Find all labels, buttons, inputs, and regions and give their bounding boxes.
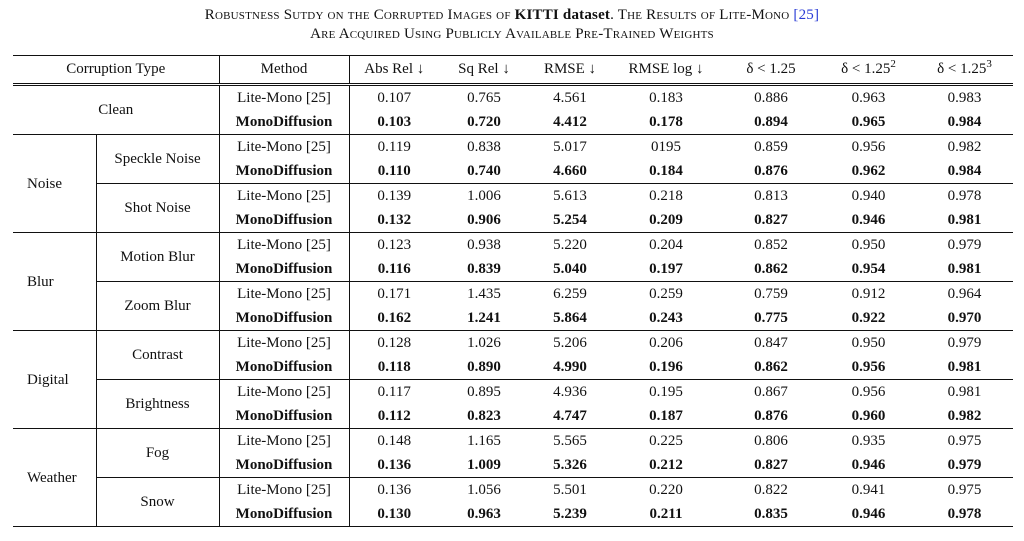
value-cell: 0.978 <box>916 184 1013 209</box>
method-cell: MonoDiffusion <box>219 208 349 233</box>
value-cell: 0.963 <box>439 502 529 527</box>
value-cell: 6.259 <box>529 282 611 307</box>
method-cell: Lite-Mono [25] <box>219 233 349 258</box>
group-label-digital: Digital <box>13 331 96 429</box>
value-cell: 0.847 <box>721 331 821 356</box>
subtype-label-snow: Snow <box>96 478 219 527</box>
value-cell: 0.894 <box>754 114 788 130</box>
value-cell: 5.206 <box>529 331 611 356</box>
method-cell: MonoDiffusion <box>219 159 349 184</box>
value-cell: 0.981 <box>947 261 982 277</box>
method-cell: Lite-Mono [25] <box>219 184 349 209</box>
value-cell: 0.895 <box>439 380 529 405</box>
value-cell: 0.148 <box>349 429 439 454</box>
value-cell: 0.197 <box>649 261 683 277</box>
value-cell: 0.107 <box>349 85 439 111</box>
value-cell: 0.956 <box>851 359 886 375</box>
value-cell: 0.935 <box>821 429 916 454</box>
value-cell: 0.132 <box>377 212 412 228</box>
value-cell: 0.979 <box>916 331 1013 356</box>
subtype-label-speckle: Speckle Noise <box>96 135 219 184</box>
value-cell: 0.984 <box>947 163 982 179</box>
value-cell: 0.941 <box>821 478 916 503</box>
table-body <box>13 85 1013 527</box>
value-cell: 0.212 <box>649 457 683 473</box>
group-label-noise: Noise <box>13 135 96 233</box>
results-table <box>13 55 1013 527</box>
value-cell: 0.206 <box>611 331 721 356</box>
value-cell: 0.123 <box>349 233 439 258</box>
method-cell: MonoDiffusion <box>219 404 349 429</box>
value-cell: 0.862 <box>754 261 788 277</box>
value-cell: 0.963 <box>821 85 916 111</box>
group-label-weather: Weather <box>13 429 96 527</box>
value-cell: 0.259 <box>611 282 721 307</box>
value-cell: 1.009 <box>467 457 501 473</box>
header-abs-rel: Abs Rel ↓ <box>349 56 439 85</box>
value-cell: 1.165 <box>439 429 529 454</box>
header-rmse: RMSE ↓ <box>529 56 611 85</box>
value-cell: 5.239 <box>529 502 611 527</box>
value-cell: 0.136 <box>377 457 412 473</box>
value-cell: 0.178 <box>649 114 683 130</box>
method-cell: Lite-Mono [25] <box>219 135 349 160</box>
value-cell: 0.209 <box>649 212 683 228</box>
value-cell: 4.412 <box>553 114 587 130</box>
method-cell: Lite-Mono [25] <box>219 282 349 307</box>
value-cell: 0.195 <box>611 380 721 405</box>
table-caption <box>0 6 1024 44</box>
value-cell: 0.950 <box>821 331 916 356</box>
value-cell: 4.936 <box>529 380 611 405</box>
value-cell: 0.956 <box>821 380 916 405</box>
value-cell: 0.962 <box>851 163 886 179</box>
value-cell: 0.103 <box>377 114 412 130</box>
value-cell: 1.435 <box>439 282 529 307</box>
value-cell: 0.876 <box>754 163 788 179</box>
value-cell: 0.112 <box>377 408 411 424</box>
value-cell: 4.990 <box>553 359 587 375</box>
value-cell: 0.922 <box>851 310 886 326</box>
value-cell: 0.956 <box>821 135 916 160</box>
value-cell: 0.204 <box>611 233 721 258</box>
value-cell: 0.950 <box>821 233 916 258</box>
caption-dataset: KITTI dataset <box>514 7 611 23</box>
table-row <box>13 85 1013 111</box>
value-cell: 5.613 <box>529 184 611 209</box>
group-label-clean: Clean <box>13 85 219 135</box>
value-cell: 0.759 <box>721 282 821 307</box>
value-cell: 0.983 <box>916 85 1013 111</box>
value-cell: 5.220 <box>529 233 611 258</box>
value-cell: 0.775 <box>754 310 788 326</box>
method-cell: MonoDiffusion <box>219 257 349 282</box>
value-cell: 0.218 <box>611 184 721 209</box>
value-cell: 0.979 <box>916 233 1013 258</box>
subtype-label-brightness: Brightness <box>96 380 219 429</box>
value-cell: 0.981 <box>947 212 982 228</box>
subtype-label-motion: Motion Blur <box>96 233 219 282</box>
value-cell: 0.979 <box>947 457 982 473</box>
header-delta-2: $\delta < 1.25^2$ <box>821 56 916 85</box>
header-sq-rel: Sq Rel ↓ <box>439 56 529 85</box>
value-cell: 0.183 <box>611 85 721 111</box>
value-cell: 0.827 <box>754 212 788 228</box>
value-cell: 0.220 <box>611 478 721 503</box>
value-cell: 5.254 <box>553 212 587 228</box>
value-cell: 0.982 <box>947 408 982 424</box>
value-cell: 1.026 <box>439 331 529 356</box>
subtype-label-shot: Shot Noise <box>96 184 219 233</box>
table-row <box>13 135 1013 160</box>
table-row <box>13 429 1013 454</box>
value-cell: 0.162 <box>377 310 412 326</box>
value-cell: 0.130 <box>349 502 439 527</box>
value-cell: 0.954 <box>851 261 886 277</box>
method-cell: MonoDiffusion <box>219 453 349 478</box>
value-cell: 0.981 <box>947 359 982 375</box>
value-cell: 0.196 <box>649 359 683 375</box>
method-cell: Lite-Mono [25] <box>219 85 349 111</box>
value-cell: 0.838 <box>439 135 529 160</box>
header-row <box>13 56 1013 85</box>
method-cell: MonoDiffusion <box>219 110 349 135</box>
method-cell: Lite-Mono [25] <box>219 429 349 454</box>
value-cell: 0.187 <box>649 408 683 424</box>
header-rmse-log: RMSE log ↓ <box>611 56 721 85</box>
value-cell: 0.211 <box>611 502 721 527</box>
value-cell: 0.862 <box>754 359 788 375</box>
value-cell: 5.565 <box>529 429 611 454</box>
value-cell: 0.823 <box>467 408 501 424</box>
method-cell: MonoDiffusion <box>219 306 349 331</box>
value-cell: 0.938 <box>439 233 529 258</box>
value-cell: 0.225 <box>611 429 721 454</box>
value-cell: 1.241 <box>467 310 501 326</box>
value-cell: 1.006 <box>439 184 529 209</box>
method-cell: Lite-Mono [25] <box>219 380 349 405</box>
table-row <box>13 233 1013 258</box>
value-cell: 0.890 <box>467 359 501 375</box>
value-cell: 0.912 <box>821 282 916 307</box>
value-cell: 0.906 <box>467 212 501 228</box>
value-cell: 0195 <box>611 135 721 160</box>
header-corruption-type: Corruption Type <box>13 56 219 85</box>
table-row <box>13 282 1013 307</box>
value-cell: 0.867 <box>721 380 821 405</box>
caption-citation-link[interactable]: [25] <box>793 7 820 23</box>
value-cell: 0.964 <box>916 282 1013 307</box>
method-cell: Lite-Mono [25] <box>219 478 349 503</box>
value-cell: 0.859 <box>721 135 821 160</box>
value-cell: 0.946 <box>851 457 886 473</box>
value-cell: 0.813 <box>721 184 821 209</box>
value-cell: 0.184 <box>649 163 683 179</box>
value-cell: 0.982 <box>916 135 1013 160</box>
value-cell: 0.876 <box>754 408 788 424</box>
table-row <box>13 331 1013 356</box>
value-cell: 0.839 <box>467 261 501 277</box>
value-cell: 0.139 <box>349 184 439 209</box>
group-label-blur: Blur <box>13 233 96 331</box>
value-cell: 0.960 <box>851 408 886 424</box>
value-cell: 0.243 <box>649 310 683 326</box>
caption-line-1 <box>0 6 1024 25</box>
value-cell: 0.117 <box>349 380 439 405</box>
value-cell: 0.970 <box>947 310 982 326</box>
method-cell: MonoDiffusion <box>219 502 349 527</box>
value-cell: 0.940 <box>821 184 916 209</box>
value-cell: 5.040 <box>553 261 587 277</box>
value-cell: 4.747 <box>553 408 587 424</box>
value-cell: 0.806 <box>721 429 821 454</box>
value-cell: 0.981 <box>916 380 1013 405</box>
value-cell: 0.119 <box>349 135 439 160</box>
subtype-label-contrast: Contrast <box>96 331 219 380</box>
value-cell: 0.965 <box>851 114 886 130</box>
value-cell: 5.501 <box>529 478 611 503</box>
value-cell: 0.765 <box>439 85 529 111</box>
value-cell: 0.128 <box>349 331 439 356</box>
value-cell: 4.561 <box>529 85 611 111</box>
value-cell: 0.946 <box>851 212 886 228</box>
subtype-label-fog: Fog <box>96 429 219 478</box>
method-cell: Lite-Mono [25] <box>219 331 349 356</box>
value-cell: 0.171 <box>349 282 439 307</box>
value-cell: 0.984 <box>947 114 982 130</box>
value-cell: 0.116 <box>377 261 411 277</box>
value-cell: 0.978 <box>916 502 1013 527</box>
value-cell: 0.946 <box>821 502 916 527</box>
subtype-label-zoom: Zoom Blur <box>96 282 219 331</box>
value-cell: 0.886 <box>721 85 821 111</box>
table-row <box>13 380 1013 405</box>
value-cell: 0.720 <box>467 114 501 130</box>
value-cell: 1.056 <box>439 478 529 503</box>
method-cell: MonoDiffusion <box>219 355 349 380</box>
value-cell: 0.136 <box>349 478 439 503</box>
value-cell: 0.110 <box>377 163 411 179</box>
value-cell: 0.118 <box>377 359 411 375</box>
value-cell: 0.975 <box>916 478 1013 503</box>
caption-part-a: Robustness Sutdy on the Corrupted Images of <box>204 7 515 23</box>
header-method: Method <box>219 56 349 85</box>
value-cell: 0.975 <box>916 429 1013 454</box>
value-cell: 5.326 <box>553 457 587 473</box>
caption-line-2: Are Acquired Using Publicly Available Pre-Trained Weights <box>310 26 714 42</box>
table-row <box>13 184 1013 209</box>
value-cell: 0.852 <box>721 233 821 258</box>
value-cell: 4.660 <box>553 163 587 179</box>
value-cell: 5.864 <box>553 310 587 326</box>
header-delta-1: δ < 1.25 <box>721 56 821 85</box>
value-cell: 5.017 <box>529 135 611 160</box>
table-row <box>13 478 1013 503</box>
value-cell: 0.822 <box>721 478 821 503</box>
value-cell: 0.835 <box>721 502 821 527</box>
value-cell: 0.827 <box>754 457 788 473</box>
value-cell: 0.740 <box>467 163 501 179</box>
header-delta-3: $\delta < 1.25^3$ <box>916 56 1013 85</box>
caption-part-c: . The Results of Lite-Mono <box>610 7 794 23</box>
